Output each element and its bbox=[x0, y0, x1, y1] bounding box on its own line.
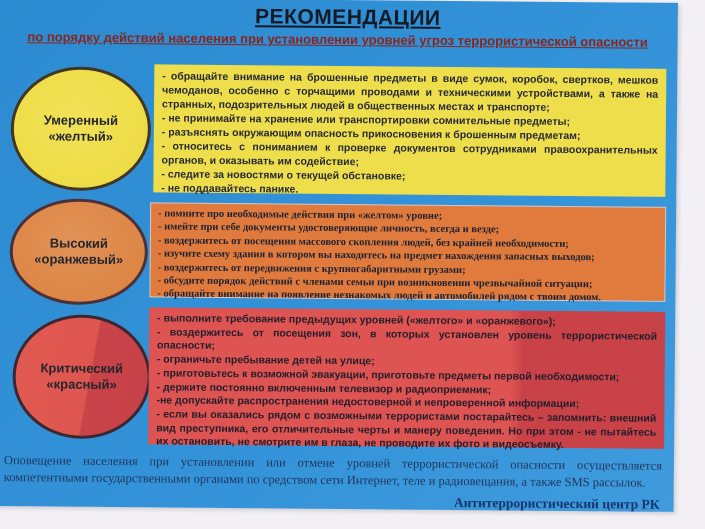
recommendation-item: - воздержитесь от посещения массового скопления людей, без крайней необходимости; bbox=[157, 235, 569, 250]
level-badge-orange bbox=[9, 198, 148, 305]
level-color-name: «красный» bbox=[46, 376, 117, 393]
level-badge-red bbox=[12, 314, 151, 439]
level-color-name: «оранжевый» bbox=[34, 251, 124, 268]
recommendation-item: - не принимайте на хранение или транспортировки сомнительные предметы; bbox=[161, 112, 571, 128]
panel-orange-recommendations bbox=[149, 202, 666, 304]
recommendation-item: - имейте при себе документы удостоверяющие личность, всегда и везде; bbox=[157, 221, 500, 236]
recommendation-item: - не поддавайтесь панике. bbox=[161, 182, 299, 196]
recommendation-item: - выполните требование предыдущих уровней («желтого» и «оранжевого»); bbox=[157, 312, 556, 328]
level-name: Высокий bbox=[49, 235, 108, 251]
recommendation-item: - изучите схему здания в котором вы находитесь на предмет нахождения запасных выходов; bbox=[157, 248, 595, 264]
recommendation-item: - обращайте внимание на брошенные предметы в виде сумок, коробок, свертков, мешков чемоданов, особенно с торчащими проводами и техническими устройствами, а также на странных, подозрительных людей в общественных местах и транспорте; bbox=[162, 70, 659, 114]
recommendation-item: - следите за новостями о текущей обстановке; bbox=[161, 168, 406, 183]
level-name: Умеренный bbox=[43, 112, 119, 128]
recommendation-item: - если вы оказались рядом с возможными террористами постарайтесь – запомнить: внешний вид преступника, его отличительные черты и манеру поведения. Но при этом - не пытайтесь их остановить, не смотрите им в глаза, не проводите их фото и видеосъемку. bbox=[156, 408, 657, 452]
recommendation-item: - разъяснять окружающим опасность прикосновения к брошенным предметам; bbox=[161, 126, 581, 143]
level-name: Критический bbox=[40, 360, 124, 376]
recommendation-item: - воздержитесь от передвижения с крупногабаритными грузами; bbox=[157, 262, 466, 276]
recommendation-item: - обсудите порядок действий с членами семьи при возникновении чрезвычайной ситуации; bbox=[157, 275, 593, 291]
recommendation-item: - ограничьте пребывание детей на улице; bbox=[156, 353, 375, 368]
notification-note: Оповещение населения при установлении или отмене уровней террористической опасности осуществляется компетентными государственными органами по средством сети Интернет, теле и радиовещания, а также SMS рассылок. bbox=[3, 453, 662, 490]
poster-subtitle: по порядку действий населения при установлении уровней угроз террористической опасности bbox=[27, 29, 648, 50]
poster-title: РЕКОМЕНДАЦИИ bbox=[254, 5, 441, 30]
recommendation-item: -не допускайте распространения недостоверной и непроверенной информации; bbox=[156, 394, 580, 411]
recommendation-item: - помните про необходимые действия при «желтом» уровне; bbox=[158, 208, 443, 222]
credit-line: Антитеррористический центр РК bbox=[453, 494, 660, 512]
recommendation-item: - обращайте внимание на появление незнакомых людей и автомобилей рядом с твоим домом. bbox=[157, 288, 601, 304]
recommendation-item: - воздержитесь от посещения зон, в которых установлен уровень террористической опасности; bbox=[156, 326, 658, 353]
recommendation-item: - относитесь с пониманием к проверке документов сотрудниками правоохранительных органов, и оказывать им содействие; bbox=[161, 140, 658, 169]
recommendation-item: - держите постоянно включенным телевизор и радиоприемник; bbox=[156, 380, 492, 396]
level-badge-red-label bbox=[40, 360, 123, 393]
level-badge-yellow bbox=[10, 66, 151, 191]
recommendation-item: - приготовьтесь к возможной эвакуации, приготовьте предметы первой необходимости; bbox=[156, 367, 620, 384]
panel-yellow-recommendations bbox=[153, 64, 666, 196]
panel-red-recommendations bbox=[148, 307, 665, 452]
level-badge-yellow-label bbox=[44, 112, 119, 145]
level-color-name: «желтый» bbox=[48, 128, 114, 145]
level-badge-orange-label bbox=[34, 235, 123, 268]
